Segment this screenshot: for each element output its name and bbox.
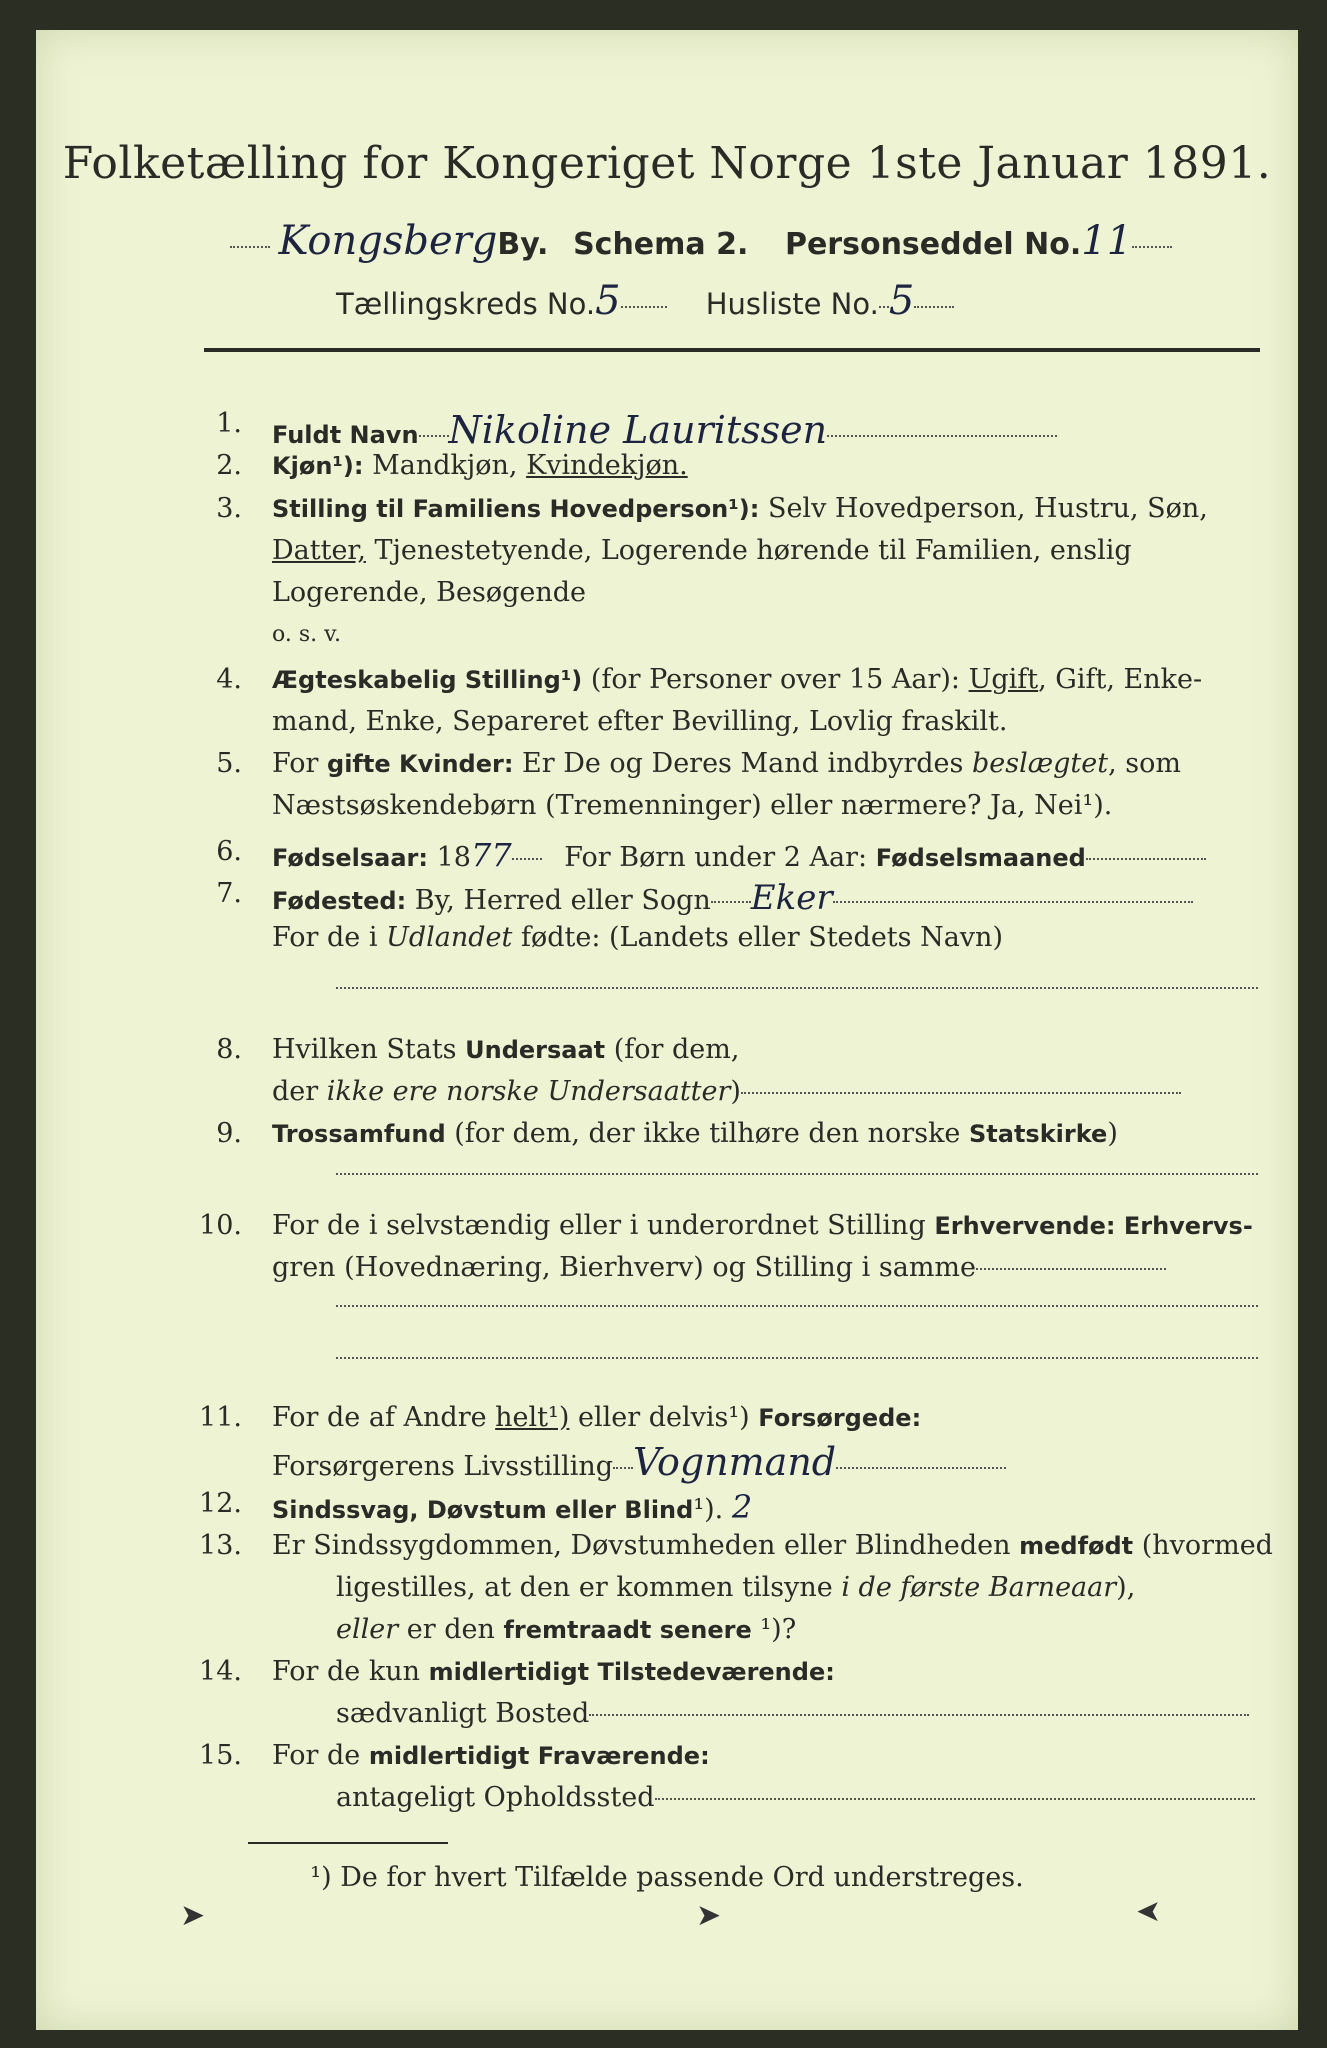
item-text: By, Herred eller Sogn (414, 885, 711, 916)
item-text: o. s. v. (272, 622, 341, 647)
answer-line (336, 1304, 1258, 1307)
item-text: For de (272, 1740, 361, 1771)
item-label: Kjøn¹): (272, 452, 364, 480)
item-text: er den (406, 1614, 495, 1645)
arrow-mark-icon: ➤ (1136, 1894, 1162, 1929)
item-label: Fødselsaar: (272, 844, 428, 872)
item-text: ¹)? (751, 1614, 797, 1645)
item-text: ), (1116, 1572, 1136, 1603)
item-number: 11. (199, 1402, 242, 1433)
form-title: Folketælling for Kongeriget Norge 1ste Januar 1891. (62, 138, 1272, 189)
item-label: Statskirke (969, 1120, 1108, 1148)
option-underlined: Ugift (968, 664, 1039, 695)
item-text: For de kun (272, 1656, 420, 1687)
item-text: Næstsøskendebørn (Tremenninger) eller nærmere? Ja, Nei¹). (272, 790, 1113, 821)
arrow-mark-icon: ➤ (696, 1898, 722, 1933)
item-temporary-absent (272, 1740, 710, 1771)
item-number: 5. (216, 748, 242, 779)
item-congenital-line3 (336, 1614, 796, 1645)
item-married-women (272, 748, 1181, 779)
full-name-handwritten: Nikoline Lauritssen (448, 408, 828, 452)
item-number: 6. (216, 836, 242, 867)
item-text: (for dem, der ikke tilhøre den norske (454, 1118, 969, 1149)
item-number: 4. (216, 664, 242, 695)
item-label: Fuldt Navn (272, 421, 419, 449)
item-italic: i de første Barneaar (841, 1572, 1117, 1603)
item-label: Undersaat (465, 1036, 606, 1064)
item-birth-year (272, 836, 1206, 874)
kreds-number: 5 (595, 278, 621, 324)
item-number: 3. (216, 493, 242, 524)
item-temporary-absent-line2 (336, 1782, 1255, 1813)
item-text: ligestilles, at den er kommen tilsyne (336, 1572, 833, 1603)
item-text: Er De og Deres Mand indbyrdes (522, 748, 964, 779)
option-underlined: helt¹) (495, 1402, 570, 1433)
item-occupation (272, 1210, 1253, 1241)
item-label: medfødt (1019, 1532, 1134, 1560)
item-number: 15. (199, 1740, 242, 1771)
item-text: Selv Hovedperson, Hustru, Søn, (767, 493, 1208, 524)
item-citizenship-line2 (272, 1076, 1181, 1107)
item-text: For de i (272, 922, 378, 953)
item-italic: beslægtet (971, 748, 1109, 779)
item-text: ) (730, 1076, 741, 1107)
item-number: 10. (199, 1210, 242, 1241)
item-label: Erhvervende: Erhvervs- (934, 1212, 1253, 1240)
item-label: fremtraadt senere (503, 1616, 752, 1644)
item-text: sædvanligt Bosted (336, 1698, 590, 1729)
item-text: gren (Hovednæring, Bierhverv) og Stilling i samme (272, 1252, 977, 1283)
item-text: , Gift, Enke- (1038, 664, 1203, 695)
item-label: Ægteskabelig Stilling¹) (272, 666, 583, 694)
birthplace-handwritten: Eker (750, 878, 833, 918)
item-number: 13. (199, 1530, 242, 1561)
answer-line (336, 986, 1258, 989)
item-number: 7. (216, 878, 242, 909)
item-congenital-line2 (336, 1572, 1135, 1603)
item-supported-line2 (272, 1440, 1006, 1484)
husliste-number: 5 (888, 278, 915, 324)
item-religion (272, 1118, 1118, 1149)
district-line (336, 278, 954, 324)
item-label: midlertidigt Tilstedeværende: (428, 1658, 835, 1686)
item-text: For de i selvstændig eller i underordnet Stilling (272, 1210, 926, 1241)
item-text: For (272, 748, 319, 779)
item-text: antageligt Opholdssted (336, 1782, 655, 1813)
item-text: (hvormed (1141, 1530, 1273, 1561)
item-label: Stilling til Familiens Hovedperson¹): (272, 495, 760, 523)
personseddel-number: 11 (1081, 218, 1133, 264)
item-text: Hvilken Stats (272, 1034, 457, 1065)
item-italic: eller (336, 1614, 399, 1645)
item-position (272, 493, 1208, 524)
item-italic: ikke ere norske Undersaatter (326, 1076, 731, 1107)
item-temporary-present (272, 1656, 835, 1687)
item-position-line2 (272, 535, 1132, 566)
footnote: ¹) De for hvert Tilfælde passende Ord understreges. (310, 1862, 1024, 1893)
item-citizenship (272, 1034, 739, 1065)
item-number: 12. (199, 1488, 242, 1519)
census-form (36, 30, 1298, 2030)
by-label: By. (497, 227, 549, 262)
item-text: Tjenestetyende, Logerende hørende til Familien, enslig (374, 535, 1132, 566)
item-number: 2. (216, 450, 242, 481)
item-temporary-present-line2 (336, 1698, 1249, 1729)
footnote-rule (248, 1842, 448, 1844)
schema-label: Schema 2. (573, 227, 749, 262)
disability-handwritten: 2 (731, 1488, 753, 1526)
item-birthplace-line2 (272, 922, 1003, 953)
item-text: For de af Andre (272, 1402, 487, 1433)
item-number: 1. (216, 408, 242, 439)
item-text: ) (1107, 1118, 1118, 1149)
personseddel-label: Personseddel No. (784, 227, 1082, 262)
item-label: Fødselsmaaned (875, 844, 1086, 872)
item-number: 8. (216, 1034, 242, 1065)
arrow-mark-icon: ➤ (180, 1898, 206, 1933)
option-underlined: Kvindekjøn. (526, 450, 688, 481)
item-marital (272, 664, 1202, 695)
option-underlined: Datter, (272, 535, 366, 566)
item-text: Logerende, Besøgende (272, 577, 586, 608)
item-label: gifte Kvinder: (327, 750, 514, 778)
kreds-label: Tællingskreds No. (336, 287, 596, 321)
item-label: Trossamfund (272, 1120, 446, 1148)
item-text: ¹). (693, 1494, 724, 1525)
item-label: Sindssvag, Døvstum eller Blind (272, 1496, 694, 1524)
item-label: midlertidigt Fraværende: (368, 1742, 710, 1770)
item-full-name (272, 408, 1057, 452)
municipality-line (230, 218, 1172, 264)
item-label: Fødested: (272, 887, 407, 915)
year-prefix: 18 (436, 842, 471, 873)
item-occupation-line2 (272, 1252, 1166, 1283)
item-text: (for dem, (613, 1034, 740, 1065)
header-rule (204, 348, 1260, 352)
item-text: (for Personer over 15 Aar): (590, 664, 960, 695)
husliste-label: Husliste No. (705, 287, 879, 321)
option-text: Mandkjøn, (372, 450, 518, 481)
item-birthplace (272, 878, 1193, 918)
item-congenital (272, 1530, 1273, 1561)
birth-year-handwritten: 77 (470, 836, 512, 874)
answer-line (336, 1356, 1258, 1359)
item-number: 9. (216, 1118, 242, 1149)
item-label: Forsørgede: (758, 1404, 922, 1432)
item-text: , som (1108, 748, 1181, 779)
item-number: 14. (199, 1656, 242, 1687)
supporter-occupation-handwritten: Vognmand (633, 1440, 837, 1484)
item-text: Forsørgerens Livsstilling (272, 1451, 614, 1482)
municipality-handwritten: Kongsberg (278, 218, 498, 264)
item-text: fødte: (Landets eller Stedets Navn) (520, 922, 1003, 953)
item-text: For Børn under 2 Aar: (564, 842, 868, 873)
item-text: der (272, 1076, 319, 1107)
item-disability (272, 1488, 752, 1526)
item-text: eller delvis¹) (569, 1402, 750, 1433)
item-italic: Udlandet (386, 922, 513, 953)
item-supported (272, 1402, 921, 1433)
answer-line (336, 1172, 1258, 1175)
item-text: mand, Enke, Separeret efter Bevilling, Lovlig fraskilt. (272, 706, 1008, 737)
item-text: Er Sindssygdommen, Døvstumheden eller Blindheden (272, 1530, 1011, 1561)
item-gender (272, 450, 688, 481)
